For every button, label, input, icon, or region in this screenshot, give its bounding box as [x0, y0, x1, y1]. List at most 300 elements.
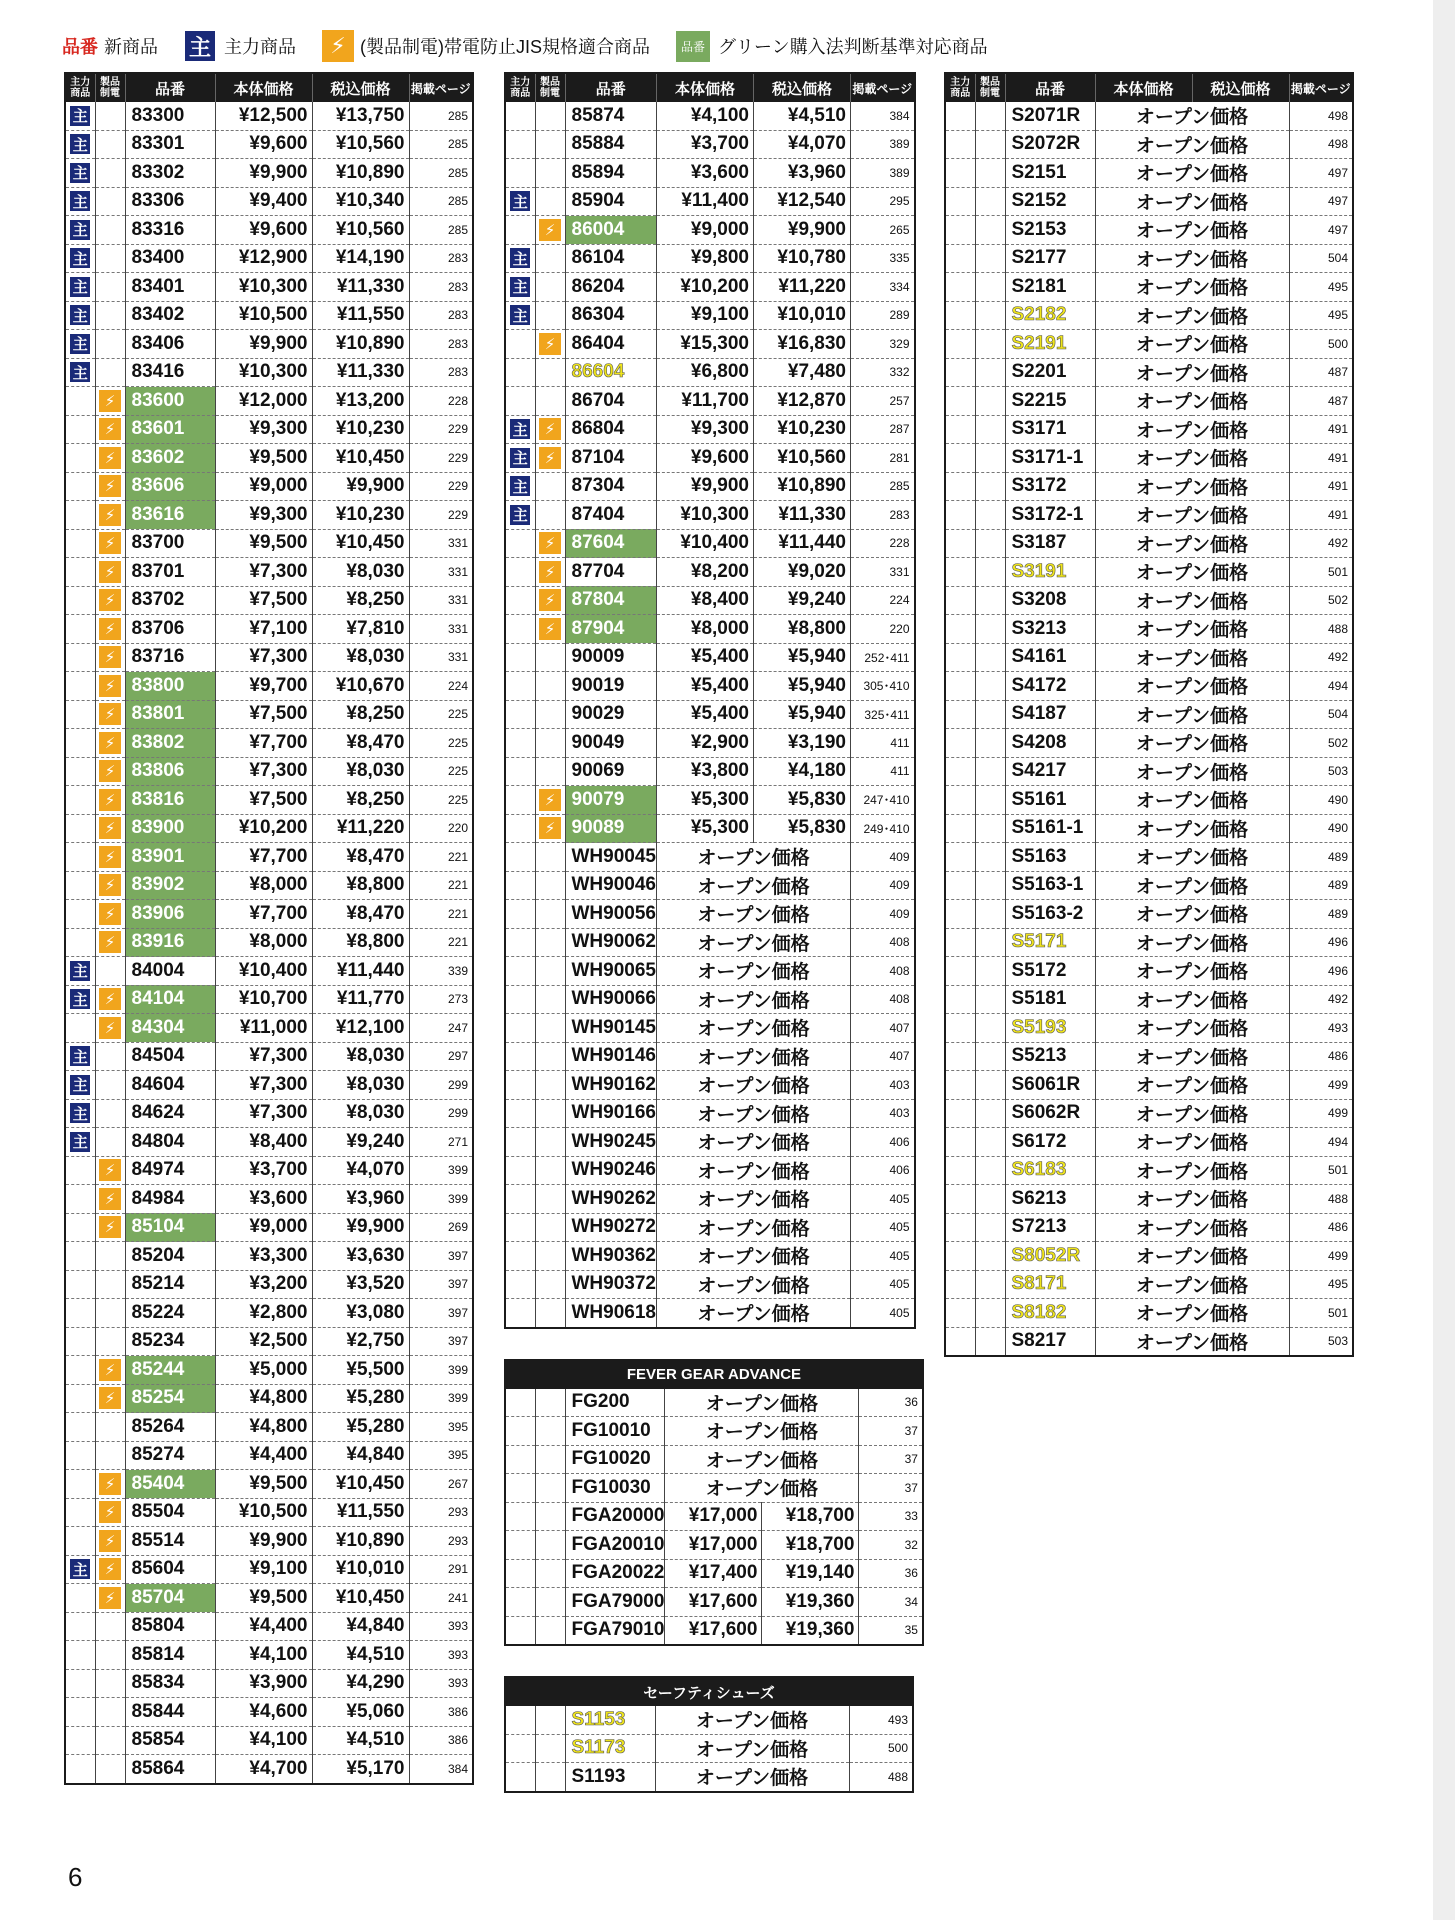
- open-price: オープン価格: [1095, 1014, 1289, 1043]
- main-flag-cell: [65, 1470, 95, 1499]
- table-row: [505, 1156, 915, 1185]
- open-price: オープン価格: [657, 1042, 851, 1071]
- antistatic-flag-cell: [95, 387, 125, 416]
- table-row: [945, 216, 1353, 245]
- open-price: オープン価格: [657, 1299, 851, 1328]
- product-code: 86004: [565, 216, 657, 245]
- main-flag-cell: [945, 814, 975, 843]
- table-row: [505, 700, 915, 729]
- antistatic-flag-cell: [975, 415, 1005, 444]
- table-row: [505, 1042, 915, 1071]
- product-code: 86404: [565, 330, 657, 359]
- main-product-icon: 主: [509, 447, 531, 469]
- main-flag-cell: [65, 957, 95, 986]
- antistatic-flag-cell: [975, 529, 1005, 558]
- product-code: 86804: [565, 415, 657, 444]
- tax-included-price: ¥10,890: [312, 330, 409, 359]
- antistatic-flag-cell: [535, 444, 565, 473]
- product-code: S5163-1: [1005, 871, 1095, 900]
- table-row: [65, 216, 473, 245]
- antistatic-flag-cell: [975, 814, 1005, 843]
- catalog-page: 285: [409, 130, 473, 159]
- antistatic-bolt-icon: ⚡: [99, 789, 121, 811]
- base-price: ¥7,300: [215, 1042, 312, 1071]
- base-price: ¥5,400: [657, 672, 754, 701]
- product-code: S8171: [1005, 1270, 1095, 1299]
- base-price: ¥9,700: [215, 672, 312, 701]
- base-price: ¥17,600: [665, 1616, 762, 1645]
- catalog-page: 500: [1289, 330, 1353, 359]
- antistatic-flag-cell: [95, 1384, 125, 1413]
- product-code: S3172-1: [1005, 501, 1095, 530]
- catalog-page: 397: [409, 1327, 473, 1356]
- table-row: [65, 786, 473, 815]
- catalog-page: 331: [409, 586, 473, 615]
- main-flag-cell: [505, 672, 535, 701]
- tax-included-price: ¥11,550: [312, 301, 409, 330]
- table-row: [945, 1014, 1353, 1043]
- catalog-page: 297: [409, 1042, 473, 1071]
- antistatic-bolt-icon: ⚡: [539, 418, 561, 440]
- main-flag-cell: [945, 159, 975, 188]
- catalog-page: 285: [409, 159, 473, 188]
- antistatic-flag-cell: [975, 1042, 1005, 1071]
- open-price: オープン価格: [1095, 871, 1289, 900]
- table-row: [945, 814, 1353, 843]
- product-code: S2215: [1005, 387, 1095, 416]
- legend-jis-label: (製品制電)帯電防止JIS規格適合商品: [360, 37, 650, 57]
- main-flag-cell: [65, 1441, 95, 1470]
- main-flag-cell: [65, 102, 95, 130]
- product-code: S8217: [1005, 1327, 1095, 1356]
- antistatic-flag-cell: [95, 187, 125, 216]
- product-code: S8052R: [1005, 1242, 1095, 1271]
- main-flag-cell: [505, 444, 535, 473]
- antistatic-flag-cell: [95, 330, 125, 359]
- main-flag-cell: [945, 586, 975, 615]
- catalog-page: 502: [1289, 729, 1353, 758]
- antistatic-flag-cell: [535, 187, 565, 216]
- antistatic-flag-cell: [975, 301, 1005, 330]
- product-code: FG200: [565, 1389, 665, 1417]
- product-code: S2177: [1005, 244, 1095, 273]
- antistatic-flag-cell: [535, 1763, 565, 1792]
- antistatic-flag-cell: [535, 330, 565, 359]
- legend-green: [676, 31, 988, 62]
- antistatic-flag-cell: [95, 1356, 125, 1385]
- catalog-page: 486: [1289, 1213, 1353, 1242]
- tax-included-price: ¥9,900: [312, 472, 409, 501]
- table-row: [65, 244, 473, 273]
- antistatic-flag-cell: [975, 672, 1005, 701]
- product-code: S3172: [1005, 472, 1095, 501]
- legend-new-code: 品番: [62, 37, 98, 57]
- table-row: [505, 1502, 923, 1531]
- product-code: S5163: [1005, 843, 1095, 872]
- table-row: [945, 558, 1353, 587]
- table-row: [505, 102, 915, 130]
- main-flag-cell: [65, 301, 95, 330]
- main-flag-cell: [945, 643, 975, 672]
- product-code: S5163-2: [1005, 900, 1095, 929]
- table-row: [505, 757, 915, 786]
- antistatic-flag-cell: [95, 843, 125, 872]
- antistatic-flag-cell: [95, 1185, 125, 1214]
- open-price: オープン価格: [657, 843, 851, 872]
- main-flag-cell: [945, 1128, 975, 1157]
- main-flag-cell: [65, 1156, 95, 1185]
- main-flag-cell: [505, 558, 535, 587]
- product-code: FGA20022: [565, 1559, 665, 1588]
- catalog-page: 504: [1289, 244, 1353, 273]
- main-flag-cell: [65, 330, 95, 359]
- product-code: 83601: [125, 415, 215, 444]
- table-row: [505, 444, 915, 473]
- table-row: [65, 1584, 473, 1613]
- price-table-column-3: [944, 72, 1354, 1357]
- antistatic-flag-cell: [535, 672, 565, 701]
- main-flag-cell: [945, 1327, 975, 1356]
- antistatic-flag-cell: [975, 1014, 1005, 1043]
- antistatic-flag-cell: [975, 700, 1005, 729]
- product-code: 83716: [125, 643, 215, 672]
- catalog-page: 494: [1289, 672, 1353, 701]
- antistatic-bolt-icon: ⚡: [99, 903, 121, 925]
- table-row: [65, 1299, 473, 1328]
- tax-included-price: ¥3,960: [754, 159, 851, 188]
- table-row: [945, 444, 1353, 473]
- catalog-page: 332: [851, 358, 915, 387]
- product-code: S5171: [1005, 928, 1095, 957]
- header-main: 主力 商品: [505, 73, 535, 102]
- catalog-page: 331: [851, 558, 915, 587]
- product-code: 85804: [125, 1612, 215, 1641]
- base-price: ¥17,600: [665, 1588, 762, 1617]
- table-row: [945, 1213, 1353, 1242]
- main-flag-cell: [505, 700, 535, 729]
- main-flag-cell: [65, 615, 95, 644]
- tax-included-price: ¥8,030: [312, 1071, 409, 1100]
- catalog-page: 265: [851, 216, 915, 245]
- catalog-page: 220: [851, 615, 915, 644]
- antistatic-flag-cell: [975, 1099, 1005, 1128]
- table-row: [65, 1384, 473, 1413]
- main-product-icon: 主: [509, 304, 531, 326]
- antistatic-flag-cell: [535, 415, 565, 444]
- open-price: オープン価格: [1095, 757, 1289, 786]
- main-flag-cell: [65, 786, 95, 815]
- main-flag-cell: [945, 900, 975, 929]
- fever-gear-title: FEVER GEAR ADVANCE: [505, 1360, 923, 1389]
- antistatic-flag-cell: [95, 415, 125, 444]
- open-price: オープン価格: [1095, 1128, 1289, 1157]
- base-price: ¥7,700: [215, 900, 312, 929]
- product-code: 83906: [125, 900, 215, 929]
- main-flag-cell: [65, 1584, 95, 1613]
- tax-included-price: ¥10,010: [312, 1555, 409, 1584]
- open-price: オープン価格: [1095, 700, 1289, 729]
- antistatic-bolt-icon: ⚡: [322, 30, 354, 62]
- catalog-page: 399: [409, 1384, 473, 1413]
- open-price: オープン価格: [1095, 1299, 1289, 1328]
- catalog-page: 397: [409, 1242, 473, 1271]
- antistatic-flag-cell: [535, 501, 565, 530]
- main-flag-cell: [505, 1213, 535, 1242]
- base-price: ¥2,800: [215, 1299, 312, 1328]
- main-flag-cell: [65, 415, 95, 444]
- open-price: オープン価格: [655, 1763, 849, 1792]
- antistatic-flag-cell: [975, 843, 1005, 872]
- main-flag-cell: [505, 928, 535, 957]
- product-code: 84504: [125, 1042, 215, 1071]
- catalog-page: 497: [1289, 216, 1353, 245]
- base-price: ¥3,900: [215, 1669, 312, 1698]
- product-code: 85274: [125, 1441, 215, 1470]
- catalog-page: 495: [1289, 273, 1353, 302]
- open-price: オープン価格: [1095, 472, 1289, 501]
- antistatic-flag-cell: [535, 1270, 565, 1299]
- catalog-page: 488: [1289, 1185, 1353, 1214]
- tax-included-price: ¥14,190: [312, 244, 409, 273]
- table-row: [65, 1413, 473, 1442]
- antistatic-bolt-icon: ⚡: [539, 532, 561, 554]
- tax-included-price: ¥11,440: [754, 529, 851, 558]
- main-product-icon: 主: [69, 304, 91, 326]
- legend-green-label: グリーン購入法判断基準対応商品: [718, 37, 988, 57]
- main-flag-cell: [945, 216, 975, 245]
- price-table-1: [64, 72, 474, 1785]
- main-flag-cell: [65, 1641, 95, 1670]
- main-flag-cell: [505, 1099, 535, 1128]
- fever-gear-table: [504, 1359, 924, 1647]
- tax-included-price: ¥13,750: [312, 102, 409, 130]
- product-code: WH90056: [565, 900, 657, 929]
- main-flag-cell: [65, 444, 95, 473]
- product-code: 83606: [125, 472, 215, 501]
- product-code: 85104: [125, 1213, 215, 1242]
- open-price: オープン価格: [1095, 1156, 1289, 1185]
- open-price: オープン価格: [657, 1213, 851, 1242]
- antistatic-flag-cell: [95, 1441, 125, 1470]
- antistatic-flag-cell: [95, 1299, 125, 1328]
- main-flag-cell: [65, 1555, 95, 1584]
- antistatic-flag-cell: [535, 700, 565, 729]
- base-price: ¥11,400: [657, 187, 754, 216]
- product-code: 87304: [565, 472, 657, 501]
- main-product-icon: 主: [69, 1102, 91, 1124]
- catalog-page: 241: [409, 1584, 473, 1613]
- catalog-page: 287: [851, 415, 915, 444]
- catalog-page: 496: [1289, 928, 1353, 957]
- tax-included-price: ¥4,510: [312, 1726, 409, 1755]
- open-price: オープン価格: [1095, 187, 1289, 216]
- antistatic-flag-cell: [975, 130, 1005, 159]
- base-price: ¥9,400: [215, 187, 312, 216]
- base-price: ¥7,300: [215, 558, 312, 587]
- antistatic-flag-cell: [95, 643, 125, 672]
- product-code: 84804: [125, 1128, 215, 1157]
- table-row: [945, 985, 1353, 1014]
- antistatic-bolt-icon: ⚡: [539, 447, 561, 469]
- catalog-page: 229: [409, 501, 473, 530]
- catalog-page: 33: [859, 1502, 923, 1531]
- tax-included-price: ¥5,170: [312, 1755, 409, 1784]
- catalog-page: 487: [1289, 358, 1353, 387]
- main-flag-cell: [505, 757, 535, 786]
- antistatic-flag-cell: [535, 757, 565, 786]
- base-price: ¥9,300: [215, 501, 312, 530]
- main-flag-cell: [945, 244, 975, 273]
- main-flag-cell: [65, 1356, 95, 1385]
- base-price: ¥9,600: [215, 216, 312, 245]
- antistatic-bolt-icon: ⚡: [99, 418, 121, 440]
- table-row: [65, 330, 473, 359]
- tax-included-price: ¥11,220: [754, 273, 851, 302]
- main-product-icon: 主: [69, 105, 91, 127]
- table-row: [945, 159, 1353, 188]
- catalog-page: 35: [859, 1616, 923, 1645]
- product-code: 83602: [125, 444, 215, 473]
- tax-included-price: ¥12,540: [754, 187, 851, 216]
- main-flag-cell: [945, 273, 975, 302]
- main-flag-cell: [505, 415, 535, 444]
- table-row: [65, 843, 473, 872]
- antistatic-bolt-icon: ⚡: [99, 1501, 121, 1523]
- tax-included-price: ¥9,900: [312, 1213, 409, 1242]
- main-flag-cell: [505, 330, 535, 359]
- product-code: 87404: [565, 501, 657, 530]
- tax-included-price: ¥19,140: [762, 1559, 859, 1588]
- table-row: [65, 757, 473, 786]
- antistatic-flag-cell: [95, 700, 125, 729]
- antistatic-flag-cell: [95, 216, 125, 245]
- table-row: [505, 900, 915, 929]
- antistatic-bolt-icon: ⚡: [99, 1530, 121, 1552]
- main-flag-cell: [945, 1042, 975, 1071]
- antistatic-flag-cell: [95, 273, 125, 302]
- base-price: ¥7,500: [215, 786, 312, 815]
- product-code: S1153: [565, 1706, 655, 1734]
- product-code: WH90045: [565, 843, 657, 872]
- main-flag-cell: [945, 130, 975, 159]
- antistatic-bolt-icon: ⚡: [539, 817, 561, 839]
- tax-included-price: ¥4,070: [754, 130, 851, 159]
- table-row: [65, 957, 473, 986]
- main-flag-cell: [65, 1299, 95, 1328]
- antistatic-bolt-icon: ⚡: [99, 475, 121, 497]
- base-price: ¥9,000: [215, 1213, 312, 1242]
- catalog-page: 405: [851, 1213, 915, 1242]
- table-row: [65, 1270, 473, 1299]
- main-flag-cell: [945, 729, 975, 758]
- catalog-page: 221: [409, 900, 473, 929]
- tax-included-price: ¥10,890: [754, 472, 851, 501]
- catalog-page: 299: [409, 1099, 473, 1128]
- product-code: 87804: [565, 586, 657, 615]
- product-code: WH90372: [565, 1270, 657, 1299]
- catalog-page: 285: [409, 216, 473, 245]
- antistatic-flag-cell: [975, 1270, 1005, 1299]
- table-row: [65, 1527, 473, 1556]
- base-price: ¥8,000: [657, 615, 754, 644]
- antistatic-flag-cell: [95, 472, 125, 501]
- catalog-page: 395: [409, 1441, 473, 1470]
- main-flag-cell: [65, 472, 95, 501]
- antistatic-flag-cell: [535, 900, 565, 929]
- open-price: オープン価格: [657, 1185, 851, 1214]
- antistatic-flag-cell: [975, 1156, 1005, 1185]
- antistatic-flag-cell: [95, 786, 125, 815]
- antistatic-flag-cell: [535, 1389, 565, 1417]
- table-row: [65, 928, 473, 957]
- product-code: 87104: [565, 444, 657, 473]
- main-flag-cell: [65, 1755, 95, 1784]
- product-code: S3191: [1005, 558, 1095, 587]
- antistatic-flag-cell: [535, 273, 565, 302]
- table-row: [945, 1185, 1353, 1214]
- antistatic-flag-cell: [535, 1014, 565, 1043]
- main-flag-cell: [505, 586, 535, 615]
- catalog-page: 403: [851, 1071, 915, 1100]
- product-code: 83416: [125, 358, 215, 387]
- catalog-page: 488: [849, 1763, 913, 1792]
- catalog-page: 331: [409, 529, 473, 558]
- product-code: S8182: [1005, 1299, 1095, 1328]
- main-flag-cell: [505, 786, 535, 815]
- antistatic-flag-cell: [95, 358, 125, 387]
- catalog-page: 496: [1289, 957, 1353, 986]
- header-page: 掲載ページ: [851, 73, 915, 102]
- product-code: S1193: [565, 1763, 655, 1792]
- catalog-page: 495: [1289, 1270, 1353, 1299]
- antistatic-flag-cell: [535, 1128, 565, 1157]
- table-row: [945, 871, 1353, 900]
- main-flag-cell: [65, 843, 95, 872]
- antistatic-flag-cell: [95, 1213, 125, 1242]
- product-code: WH90262: [565, 1185, 657, 1214]
- product-code: 85234: [125, 1327, 215, 1356]
- main-flag-cell: [945, 1156, 975, 1185]
- header-tax: 税込価格: [754, 73, 851, 102]
- product-code: S6061R: [1005, 1071, 1095, 1100]
- product-code: 85854: [125, 1726, 215, 1755]
- base-price: ¥3,700: [657, 130, 754, 159]
- catalog-page: 493: [1289, 1014, 1353, 1043]
- table-row: [945, 757, 1353, 786]
- catalog-page: 502: [1289, 586, 1353, 615]
- legend-new-label: 新商品: [104, 37, 158, 57]
- antistatic-bolt-icon: ⚡: [99, 703, 121, 725]
- product-code: S5161: [1005, 786, 1095, 815]
- antistatic-flag-cell: [95, 1014, 125, 1043]
- antistatic-flag-cell: [535, 472, 565, 501]
- safety-shoes-title: セーフティシューズ: [505, 1677, 913, 1706]
- product-code: 83702: [125, 586, 215, 615]
- base-price: ¥12,500: [215, 102, 312, 130]
- table-row: [945, 928, 1353, 957]
- legend-jis: [322, 30, 650, 62]
- main-flag-cell: [65, 1726, 95, 1755]
- table-row: [65, 187, 473, 216]
- product-code: S2181: [1005, 273, 1095, 302]
- table-row: [65, 1698, 473, 1727]
- main-flag-cell: [505, 871, 535, 900]
- open-price: オープン価格: [665, 1445, 859, 1474]
- table-row: [65, 1128, 473, 1157]
- open-price: オープン価格: [1095, 586, 1289, 615]
- product-code: 83801: [125, 700, 215, 729]
- main-flag-cell: [65, 729, 95, 758]
